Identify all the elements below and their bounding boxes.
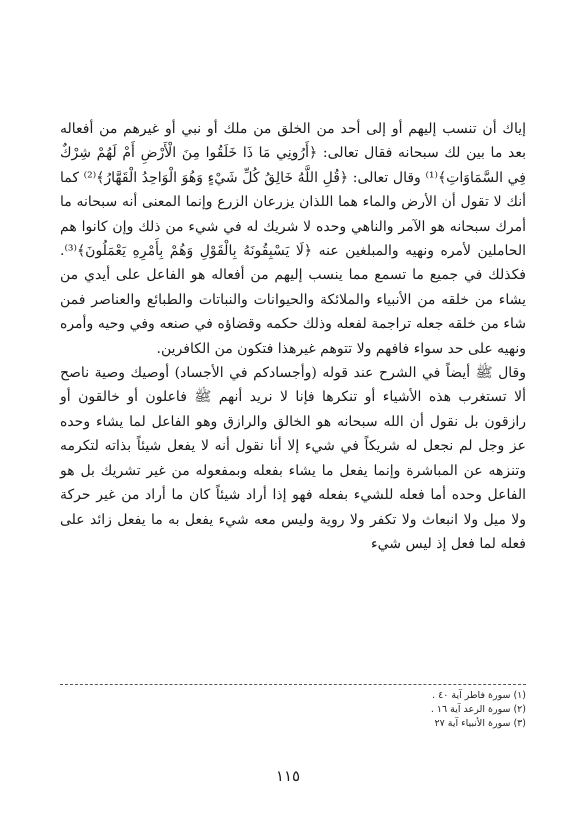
footnote: (٣) سورة الأنبياء آية ٢٧ bbox=[434, 718, 526, 729]
footnote-divider bbox=[60, 684, 526, 685]
paragraph: وقال ﷺ أيضاً في الشرح عند قوله (وأجسادكم في الأجساد) أوصيك وصية ناصح ألا تستغرب هذه الأشياء أو تنكرها فإنا لا نريد أنهم ﷺ فاعلون أو خالقون أو رازقون بل نقول أن الله سبحانه هو الخالق والرازق وهو الفاعل لما يشاء وحده عز وجل لم نجعل له شريكاً في شيء إلا أنا نقول أنه لا يفعل شيئاً بذاته لتكرمه وتنزهه عن المباشرة وإنما يفعل ما يشاء بفعله وبمفعوله من غير تشريك بل هو الفاعل وحده أما فعله للشيء بفعله فهو إذا أراد شيئاً كان ما أراد من غير حركة ولا ميل ولا انبعاث ولا تكفر ولا روية وليس معه شيء يفعل به ما يفعل زائد على فعله لما فعل إذ ليس شيء bbox=[60, 365, 526, 552]
footnotes bbox=[60, 689, 526, 731]
paragraph: إياك أن تنسب إليهم أو إلى أحد من الخلق من ملك أو نبي أو غيرهم من أفعاله بعد ما بين لك سبحانه فقال تعالى: ﴿أَرُونِي مَا ذَا خَلَقُوا مِنَ الْأَرْضِ أَمْ لَهُمْ شِرْكٌ فِي السَّمَاوَاتِ﴾⁽¹⁾ وقال تعالى: ﴿قُلِ اللَّهُ خَالِقُ كُلِّ شَيْءٍ وَهُوَ الْوَاحِدُ الْقَهَّارُ﴾⁽²⁾ كما أنك لا تقول أن الأرض والماء هما اللذان يزرعان الزرع وإنما المعنى أنه سبحانه ما أمرك سبحانه هو الآمر والناهي وحده لا شريك له في شيء من ذلك وإن كانوا هم الحاملين لأمره ونهيه والمبلغين عنه ﴿لَا يَسْبِقُونَهُ بِالْقَوْلِ وَهُمْ بِأَمْرِهِ يَعْمَلُونَ﴾⁽³⁾. فكذلك في جميع ما تسمع مما ينسب إليهم من أفعاله هو الفاعل على أيدي من يشاء من خلقه من الأنبياء والملائكة والحيوانات والنباتات والطبائع والعناصر فمن شاء من خلقه جعله تراجمة لفعله وذلك حكمه وقضاؤه في صنعه وفي وحيه وأمره ونهيه على حد سواء فافهم ولا تتوهم غيرهذا فتكون من الكافرين. bbox=[60, 121, 526, 357]
footnote: (٢) سورة الرعد آية ١٦ . bbox=[430, 704, 526, 715]
footnote: (١) سورة فاطر آية ٤٠ . bbox=[432, 690, 526, 701]
main-text bbox=[60, 117, 526, 556]
page-number: ١١٥ bbox=[275, 767, 301, 785]
